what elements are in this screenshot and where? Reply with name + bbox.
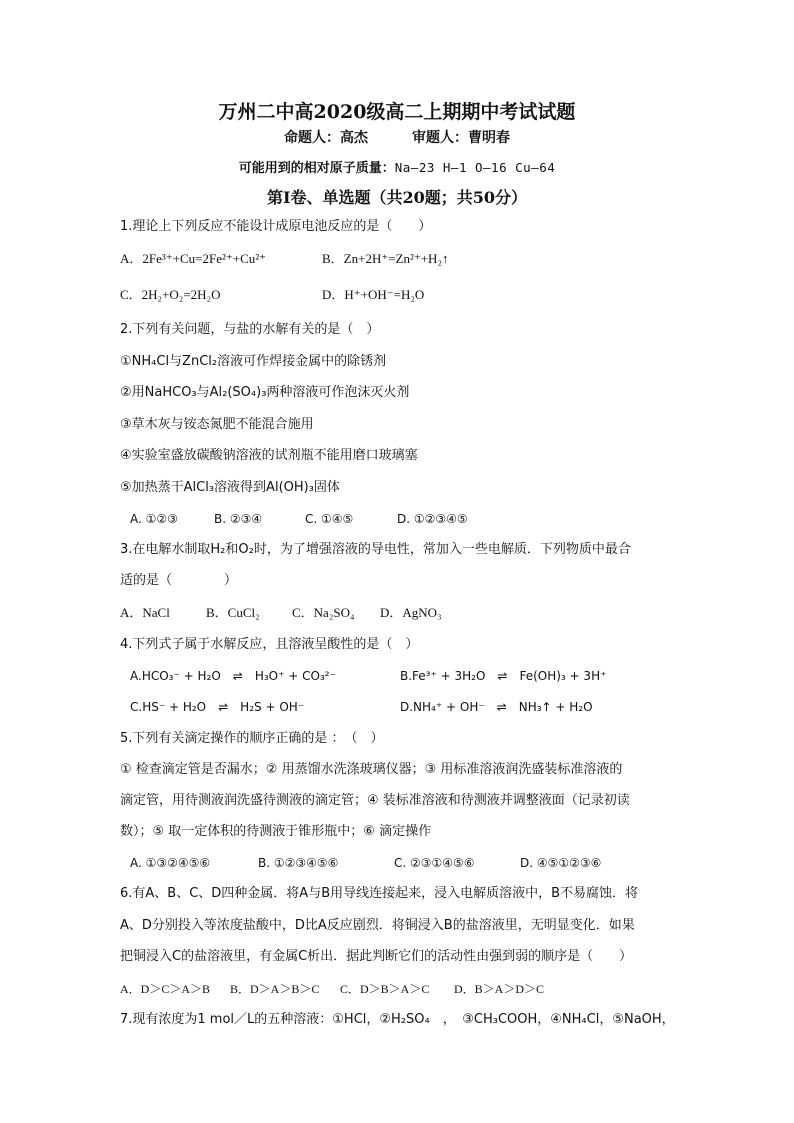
- question-3-option-b: B．CuCl₂: [206, 605, 260, 620]
- question-5-body-line-1: ① 检查滴定管是否漏水；② 用蒸馏水洗涤玻璃仪器；③ 用标准溶液润洗盛装标准溶液的: [120, 762, 623, 777]
- question-1-option-a: A．2Fe³⁺+Cu=2Fe²⁺+Cu²⁺: [120, 251, 267, 266]
- question-2-statement-5: ⑤加热蒸干AlCl₃溶液得到Al(OH)₃固体: [120, 480, 340, 495]
- question-3-option-a: A．NaCl: [120, 605, 170, 620]
- question-3-option-d: D．AgNO₃: [380, 605, 442, 620]
- question-2-statement-2: ②用NaHCO₃与Al₂(SO₄)₃两种溶液可作泡沫灭火剂: [120, 385, 410, 400]
- atomic-mass-values: Na—23 H—1 O—16 Cu—64: [394, 160, 556, 175]
- question-2-stem: 2.下列有关问题，与盐的水解有关的是（ ）: [120, 322, 380, 337]
- question-4-option-d: D.NH₄⁺ + OH⁻ ⇌ NH₃↑ + H₂O: [400, 700, 593, 714]
- question-5-option-d: D. ④⑤①②③⑥: [520, 856, 602, 870]
- question-6-line-1: 6.有A、B、C、D四种金属．将A与B用导线连接起来，浸入电解质溶液中，B不易腐蚀．将: [120, 886, 639, 901]
- question-6-line-2: A、D分别投入等浓度盐酸中，D比A反应剧烈．将铜浸入B的盐溶液里，无明显变化．如果: [120, 918, 635, 933]
- atomic-mass-label: 可能用到的相对原子质量：: [238, 161, 395, 176]
- question-5-stem: 5.下列有关滴定操作的顺序正确的是 ： （ ）: [120, 731, 384, 746]
- question-4-option-b: B.Fe³⁺ + 3H₂O ⇌ Fe(OH)₃ + 3H⁺: [400, 669, 607, 683]
- atomic-mass-line: [0, 157, 794, 176]
- reviewer-label: 审题人：曹明春: [412, 130, 510, 146]
- question-2-option-a: A. ①②③: [130, 512, 178, 526]
- question-5-option-b: B. ①②③④⑤⑥: [258, 856, 339, 870]
- question-4-option-c: C.HS⁻ + H₂O ⇌ H₂S + OH⁻: [130, 700, 305, 714]
- question-1-option-b: B．Zn+2H⁺=Zn²⁺+H₂↑: [322, 251, 449, 266]
- section-heading: 第Ⅰ卷、单选题（共20题；共50分）: [266, 188, 528, 207]
- exam-title: 万州二中高2020级高二上期期中考试试题: [218, 101, 576, 123]
- question-1-stem: 1.理论上下列反应不能设计成原电池反应的是（ ）: [120, 219, 432, 234]
- question-3-stem-line-2: 适的是（ ）: [120, 573, 238, 588]
- question-5-option-a: A. ①③②④⑤⑥: [130, 856, 211, 870]
- author-label: 命题人：高杰: [284, 130, 368, 146]
- question-3-stem-line-1: 3.在电解水制取H₂和O₂时，为了增强溶液的导电性，常加入一些电解质．下列物质中最合: [120, 542, 631, 557]
- question-2-option-c: C. ①④⑤: [305, 512, 354, 526]
- question-4-stem: 4.下列式子属于水解反应，且溶液呈酸性的是（ ）: [120, 637, 419, 652]
- authors-line: [0, 127, 794, 147]
- question-2-option-d: D. ①②③④⑤: [397, 512, 468, 526]
- question-2-statement-4: ④实验室盛放碳酸钠溶液的试剂瓶不能用磨口玻璃塞: [120, 448, 418, 463]
- question-2-option-b: B. ②③④: [214, 512, 263, 526]
- question-5-option-c: C. ②③①④⑤⑥: [394, 856, 475, 870]
- question-5-body-line-2: 滴定管，用待测液润洗盛待测液的滴定管；④ 装标准溶液和待测液并调整液面（记录初读: [120, 793, 630, 808]
- question-2-statement-3: ③草木灰与铵态氮肥不能混合施用: [120, 417, 314, 432]
- question-7-stem: 7.现有浓度为1 mol／L的五种溶液：①HCl，②H₂SO₄ ， ③CH₃COOH，④NH₄Cl，⑤NaOH，: [120, 1012, 675, 1027]
- question-2-statement-1: ①NH₄Cl与ZnCl₂溶液可作焊接金属中的除锈剂: [120, 354, 387, 369]
- question-6-option-a: A．D＞C＞A＞B: [120, 982, 211, 996]
- question-5-body-line-3: 数）；⑤ 取一定体积的待测液于锥形瓶中；⑥ 滴定操作: [120, 824, 432, 839]
- question-6-line-3: 把铜浸入C的盐溶液里，有金属C析出．据此判断它们的活动性由强到弱的顺序是（ ）: [120, 949, 633, 964]
- question-6-option-c: C．D＞B＞A＞C: [340, 982, 430, 996]
- question-3-option-c: C．Na₂SO₄: [292, 605, 355, 620]
- question-1-option-d: D．H⁺+OH⁻=H₂O: [322, 287, 425, 302]
- question-4-option-a: A.HCO₃⁻ + H₂O ⇌ H₃O⁺ + CO₃²⁻: [130, 669, 336, 683]
- question-1-option-c: C．2H₂+O₂=2H₂O: [120, 287, 221, 302]
- question-6-option-b: B．D＞A＞B＞C: [230, 982, 320, 996]
- question-6-option-d: D．B＞A＞D＞C: [454, 982, 545, 996]
